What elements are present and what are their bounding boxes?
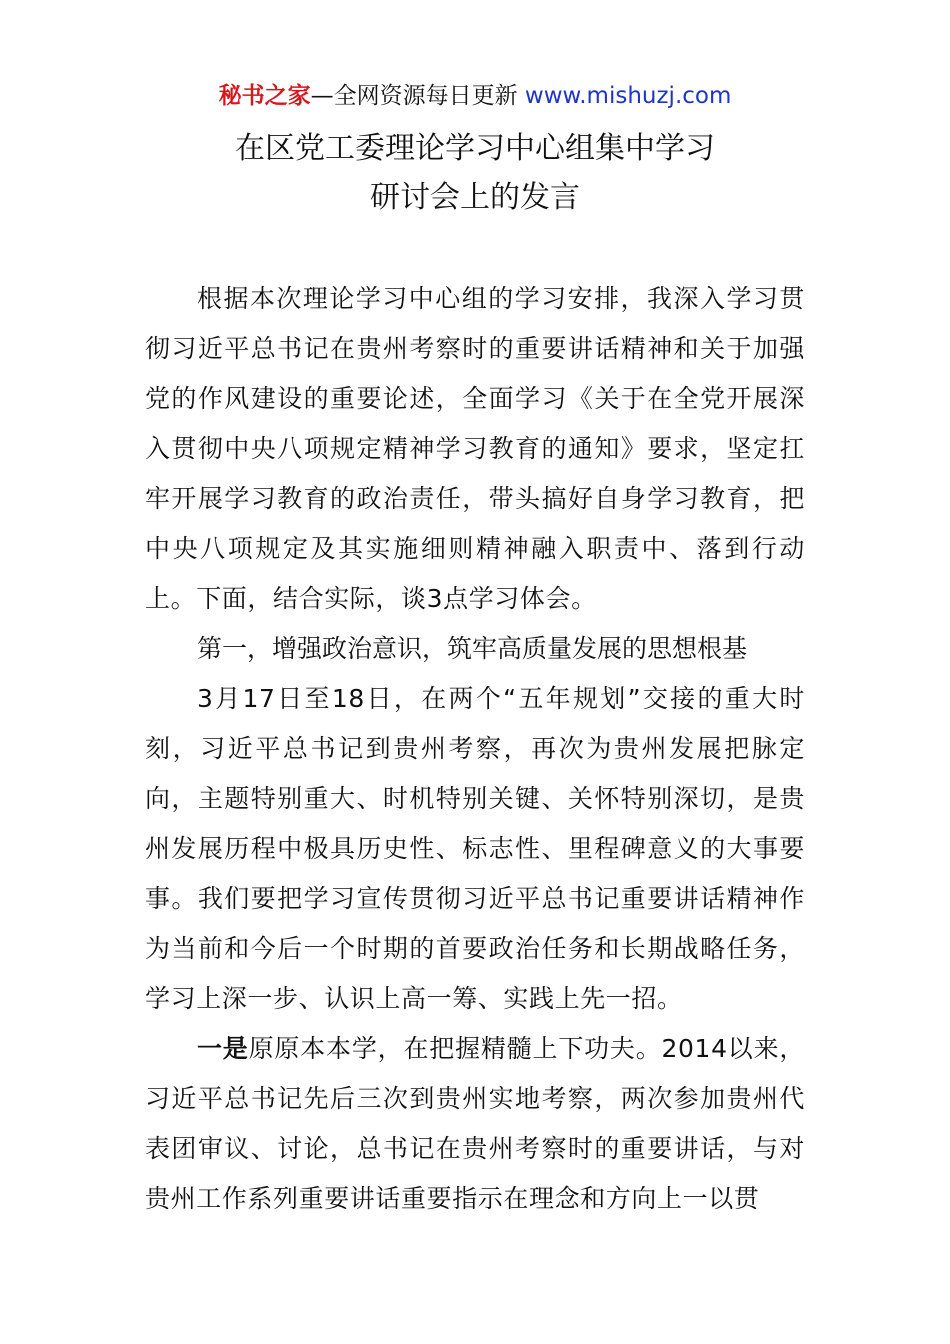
point-1-lead: 一是 — [197, 1034, 249, 1063]
document-title-line-1: 在区党工委理论学习中心组集中学习 — [235, 131, 715, 166]
site-header — [0, 80, 950, 112]
document-title-line-2: 研讨会上的发言 — [370, 180, 580, 215]
point-1-text: 原原本本学，在把握精髓上下功夫。2014以来，习近平总书记先后三次到贵州实地考察，两次参加贵州代表团审议、讨论，总书记在贵州考察时的重要讲话，与对贵州工作系列重要讲话重要指示在理念和方向上一以贯 — [145, 1034, 805, 1213]
section-heading-1: 第一，增强政治意识，筑牢高质量发展的思想根基 — [197, 634, 748, 663]
site-url-link[interactable]: www.mishuzj.com — [524, 83, 732, 109]
site-slogan: —全网资源每日更新 — [310, 83, 518, 109]
site-brand: 秘书之家 — [218, 83, 311, 109]
paragraph-intro: 根据本次理论学习中心组的学习安排，我深入学习贯彻习近平总书记在贵州考察时的重要讲话精神和关于加强党的作风建设的重要论述，全面学习《关于在全党开展深入贯彻中央八项规定精神学习教育的通知》要求，坚定扛牢开展学习教育的政治责任，带头搞好自身学习教育，把中央八项规定及其实施细则精神融入职责中、落到行动上。下面，结合实际，谈3点学习体会。 — [145, 284, 805, 613]
paragraph-context: 3月17日至18日，在两个“五年规划”交接的重大时刻，习近平总书记到贵州考察，再次为贵州发展把脉定向，主题特别重大、时机特别关键、关怀特别深切，是贵州发展历程中极具历史性、标志性、里程碑意义的大事要事。我们要把学习宣传贯彻习近平总书记重要讲话精神作为当前和今后一个时期的首要政治任务和长期战略任务，学习上深一步、认识上高一筹、实践上先一招。 — [145, 684, 805, 1013]
document-body — [145, 274, 805, 1224]
paragraph-point-1 — [145, 1024, 805, 1224]
